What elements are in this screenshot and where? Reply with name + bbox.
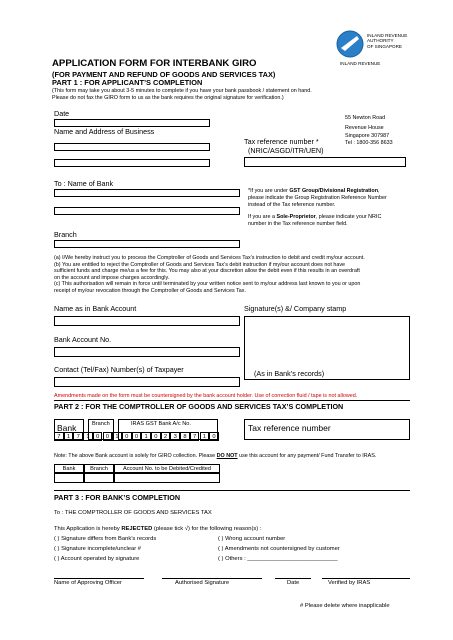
address-line: Revenue House	[345, 125, 384, 131]
digit-cell: 7	[73, 432, 83, 441]
instruction-b: sufficient funds and charge me/us a fee for this. You may also at your discretion allow the debit even if this results in an overdraft	[54, 268, 360, 275]
digit-cell: 2	[161, 432, 171, 441]
bank-name-field-2[interactable]	[54, 207, 240, 215]
account-no-label: Bank Account No.	[54, 335, 112, 344]
instruction-b: (b) You are entitled to reject the Comptroller of Goods and Services Tax’s debit instruction if my/our account does not have	[54, 261, 346, 268]
instructions	[54, 255, 409, 295]
instruction-a: (a) I/We hereby instruct you to process the Comptroller of Goods and Services Tax’s instruction to debit and credit my/our account.	[54, 255, 365, 261]
part2-taxref-label: Tax reference number	[248, 423, 331, 433]
part1-heading: PART 1 : FOR APPLICANT’S COMPLETION	[52, 78, 203, 87]
name-address-field[interactable]	[54, 143, 210, 151]
branch-label: Branch	[54, 230, 77, 239]
authority-block	[367, 33, 407, 49]
iras-logo	[336, 30, 364, 58]
part2-heading: PART 2 : FOR THE COMPTROLLER OF GOODS AND SERVICES TAX’S COMPLETION	[54, 402, 344, 411]
reason-signature-differs[interactable]: ( ) Signature differs from Bank’s records	[54, 536, 157, 542]
table-bank-header: Bank	[54, 464, 84, 473]
note-bold: GST Group/Divisional Registration	[289, 188, 379, 194]
digit-cell: 0	[209, 432, 219, 441]
note-text: please indicate the Group Registration Reference Number	[248, 194, 387, 201]
part3-divider	[54, 490, 410, 491]
reason-account-operated[interactable]: ( ) Account operated by signature	[54, 556, 140, 562]
note-text: , please indicate your NRIC	[315, 214, 382, 221]
digit-cell: 0	[151, 432, 161, 441]
table-bank-value[interactable]	[54, 473, 84, 483]
table-branch-header: Branch	[84, 464, 114, 473]
rejected-line	[54, 526, 261, 533]
bank-name-label: To : Name of Bank	[54, 179, 114, 188]
digit-cell: 0	[93, 432, 103, 441]
bank-name-field[interactable]	[54, 189, 240, 197]
address-line: Tel : 1800-356 8633	[345, 140, 393, 146]
digit-cell: 7	[190, 432, 200, 441]
table-branch-value[interactable]	[84, 473, 114, 483]
group-registration-note	[248, 188, 387, 228]
irsas-account-digits	[54, 432, 219, 441]
date-label: Date	[54, 109, 70, 118]
digit-cell: 1	[83, 432, 93, 441]
tax-ref-types: (NRIC/ASGD/ITR/UEN)	[248, 146, 324, 155]
note-text: ,	[378, 188, 380, 194]
rejected-bold: REJECTED	[121, 526, 153, 532]
amendments-warning: Amendments made on the form must be countersigned by the bank account holder. Use of correction fluid / tape is not allowed.	[54, 393, 358, 399]
contact-label: Contact (Tel/Fax) Number(s) of Taxpayer	[54, 365, 184, 374]
part2-note	[54, 453, 376, 460]
digit-cell: 1	[200, 432, 210, 441]
authority-name	[340, 61, 380, 66]
part2-taxref-box	[244, 419, 410, 440]
note-text: Note: The above Bank account is solely for GIRO collection. Please	[54, 453, 217, 459]
note-text: use this account for any payment/ Fund Transfer to IRAS.	[237, 453, 377, 459]
rejected-text: (please tick √) for the following reason(s) :	[152, 526, 262, 532]
officer-signature-line	[54, 578, 144, 579]
form-note-2: Please do not fax the GIRO form to us as the bank requires the original signature for verification.)	[52, 94, 284, 101]
table-account-value[interactable]	[114, 473, 220, 483]
delete-note: # Please delete where inapplicable	[300, 603, 390, 609]
authority-line2: AUTHORITY	[367, 38, 394, 44]
part2-irsas-label: IRAS GST Bank A/c No.	[131, 421, 191, 427]
part3-heading: PART 3 : FOR BANK’S COMPLETION	[54, 493, 181, 502]
name-address-label: Name and Address of Business	[54, 127, 155, 136]
account-name-field[interactable]	[54, 316, 240, 326]
address-line: 55 Newton Road	[345, 115, 386, 121]
reason-amendments[interactable]: ( ) Amendments not countersigned by customer	[218, 546, 340, 552]
note-text: instead of the Tax reference number.	[248, 201, 336, 208]
date-field[interactable]	[54, 119, 210, 127]
account-no-field[interactable]	[54, 347, 240, 357]
digit-cell: 1	[64, 432, 74, 441]
note-bold: DO NOT	[216, 453, 238, 459]
note-bold: Sole-Proprietor	[276, 214, 316, 221]
form-title: APPLICATION FORM FOR INTERBANK GIRO	[52, 58, 257, 69]
date-signature-line	[275, 578, 311, 579]
authority-line1: INLAND REVENUE	[367, 33, 408, 38]
digit-cell: 7	[54, 432, 64, 441]
bank-records-note: (As in Bank’s records)	[254, 369, 325, 378]
instruction-c: receipt of my/our revocation through the Comptroller of Goods and Services Tax.	[54, 287, 246, 294]
sig-date-label: Date	[287, 580, 300, 586]
digit-cell: 1	[112, 432, 122, 441]
account-name-label: Name as in Bank Account	[54, 304, 137, 313]
sig-officer-label: Name of Approving Officer	[54, 580, 122, 586]
branch-field[interactable]	[54, 240, 240, 248]
part3-to: To : THE COMPTROLLER OF GOODS AND SERVICES TAX	[54, 510, 212, 516]
rejected-text: This Application is hereby	[54, 526, 122, 532]
digit-cell: 0	[103, 432, 113, 441]
note-text: If you are a	[248, 214, 277, 221]
part2-branch-label: Branch	[92, 421, 110, 427]
contact-field[interactable]	[54, 377, 240, 387]
authorised-signature-line	[162, 578, 262, 579]
digit-cell: 0	[132, 432, 142, 441]
iras-logo-icon	[336, 30, 364, 58]
tax-ref-field[interactable]	[244, 157, 406, 167]
note-text: number in the Tax reference number field.	[248, 221, 348, 228]
authority-line3: OF SINGAPORE	[367, 43, 402, 49]
reason-signature-incomplete[interactable]: ( ) Signature incomplete/unclear #	[54, 546, 141, 552]
instruction-c: (c) This authorisation will remain in force until terminated by your written notice sent to my/our address last known to you or upon	[54, 281, 361, 288]
iras-address	[345, 113, 393, 147]
authority-line1: INLAND REVENUE	[340, 61, 381, 66]
part2-divider	[54, 400, 410, 401]
signature-label: Signature(s) &/ Company stamp	[244, 304, 347, 313]
form-subtitle: (FOR PAYMENT AND REFUND OF GOODS AND SERVICES TAX)	[52, 70, 276, 79]
tax-ref-label: Tax reference number *	[244, 137, 319, 146]
table-account-header: Account No. to be Debited/Credited	[114, 464, 220, 473]
digit-cell: 1	[141, 432, 151, 441]
part2-bank-label: Bank	[57, 423, 77, 433]
name-address-field-2[interactable]	[54, 159, 210, 167]
sig-verified-label: Verified by IRAS	[328, 580, 371, 586]
digit-cell: 8	[180, 432, 190, 441]
address-line: Singapore 307987	[345, 133, 390, 139]
form-note-1: (This form may take you about 3-5 minutes to complete if you have your bank passbook / statement on hand.	[52, 88, 312, 94]
note-text: *If you are under	[248, 188, 290, 194]
verified-signature-line	[322, 578, 410, 579]
instruction-b: on the account and impose charges accordingly.	[54, 274, 170, 281]
reason-others[interactable]: ( ) Others : ____________________________	[218, 556, 338, 562]
digit-cell: 3	[170, 432, 180, 441]
sig-authorised-label: Authorised Signature	[175, 580, 230, 586]
reason-wrong-account[interactable]: ( ) Wrong account number	[218, 536, 286, 542]
digit-cell: 0	[122, 432, 132, 441]
